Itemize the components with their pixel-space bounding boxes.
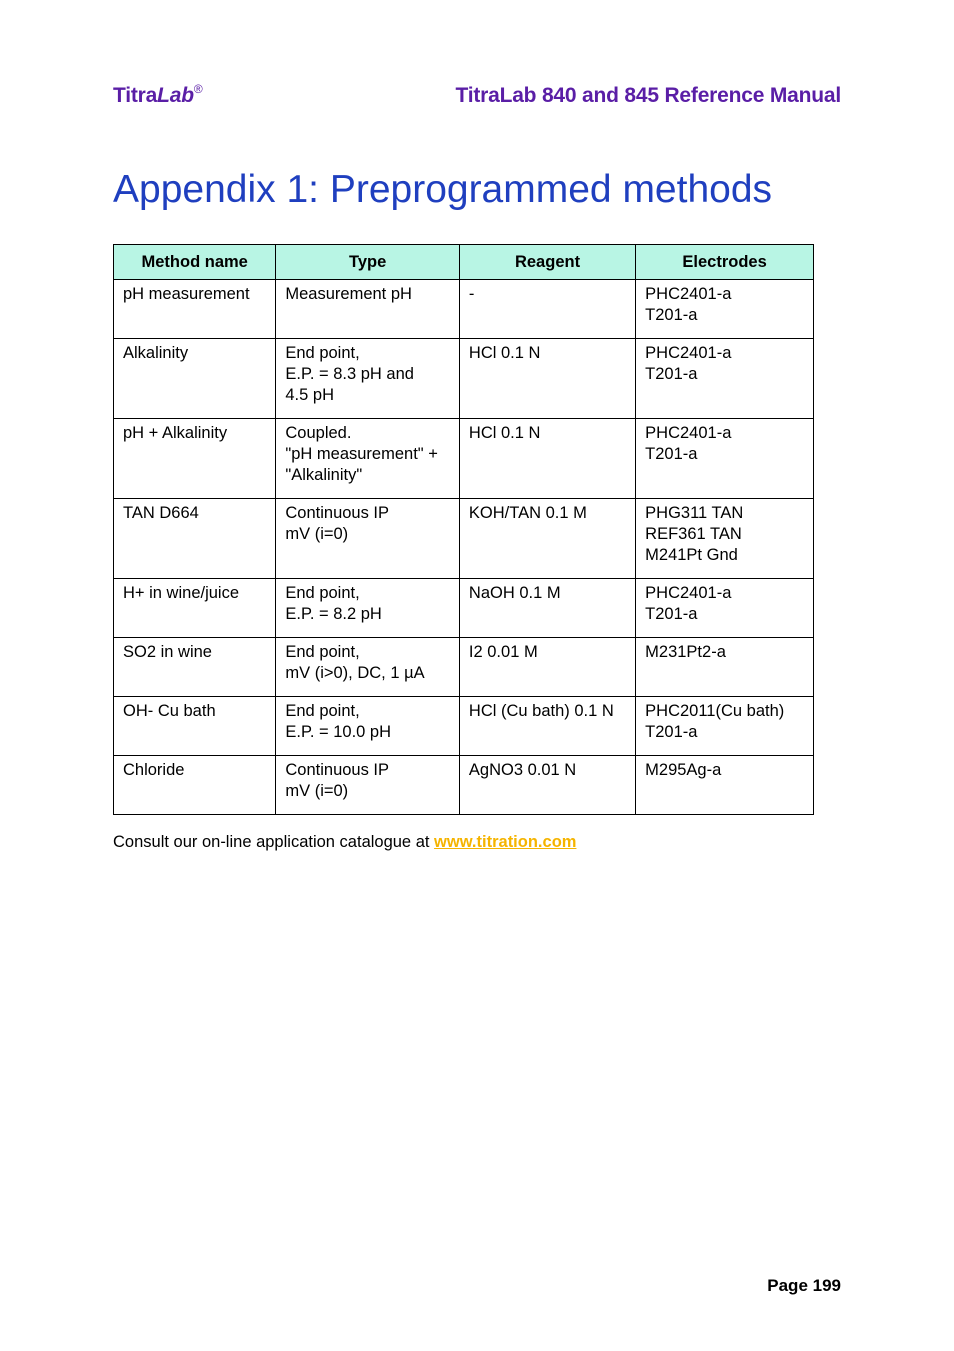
- table-row: [114, 499, 814, 579]
- column-header-type: Type: [276, 245, 460, 280]
- cell-line: T201-a: [645, 445, 698, 463]
- brand-prefix: Titra: [113, 84, 158, 107]
- table-body: [114, 280, 814, 815]
- cell-line: HCl 0.1 N: [468, 424, 541, 442]
- cell-reagent: [459, 697, 635, 756]
- column-header-reagent: Reagent: [459, 245, 635, 280]
- cell-line: TAN D664: [123, 504, 199, 522]
- cell-line: E.P. = 10.0 pH: [285, 723, 392, 741]
- cell-line: Continuous IP: [285, 504, 390, 522]
- cell-reagent: [459, 638, 635, 697]
- cell-line: REF361 TAN: [645, 525, 742, 543]
- cell-method-name: [114, 339, 276, 419]
- cell-line: End point,: [285, 344, 360, 362]
- cell-electrodes: [636, 280, 814, 339]
- cell-method-name: [114, 638, 276, 697]
- cell-line: T201-a: [645, 365, 698, 383]
- cell-line: PHC2401-a: [645, 285, 732, 303]
- cell-reagent: [459, 339, 635, 419]
- cell-type: [276, 579, 460, 638]
- cell-line: PHC2011(Cu bath): [645, 702, 785, 720]
- cell-line: PHC2401-a: [645, 424, 732, 442]
- brand-logo: [113, 84, 203, 108]
- cell-type: [276, 638, 460, 697]
- cell-line: -: [468, 285, 475, 303]
- catalogue-link[interactable]: www.titration.com: [434, 833, 577, 851]
- cell-line: M231Pt2-a: [645, 643, 726, 661]
- cell-line: Chloride: [123, 761, 185, 779]
- column-header-electrodes: Electrodes: [636, 245, 814, 280]
- table-row: [114, 697, 814, 756]
- cell-line: "pH measurement" +: [285, 445, 438, 463]
- cell-method-name: [114, 579, 276, 638]
- cell-method-name: [114, 419, 276, 499]
- table-row: [114, 419, 814, 499]
- cell-electrodes: [636, 579, 814, 638]
- table-row: [114, 579, 814, 638]
- cell-reagent: [459, 419, 635, 499]
- cell-line: PHG311 TAN: [645, 504, 744, 522]
- cell-reagent: [459, 280, 635, 339]
- table-header: [114, 245, 814, 280]
- table-header-row: [114, 245, 814, 280]
- cell-line: KOH/TAN 0.1 M: [468, 504, 587, 522]
- cell-line: H+ in wine/juice: [123, 584, 240, 602]
- cell-line: End point,: [285, 643, 360, 661]
- cell-type: [276, 499, 460, 579]
- cell-method-name: [114, 499, 276, 579]
- brand-suffix: Lab: [157, 84, 194, 107]
- cell-electrodes: [636, 697, 814, 756]
- cell-line: SO2 in wine: [123, 643, 212, 661]
- cell-line: HCl (Cu bath) 0.1 N: [468, 702, 614, 720]
- cell-line: HCl 0.1 N: [468, 344, 541, 362]
- page-number: Page 199: [767, 1276, 841, 1295]
- cell-electrodes: [636, 419, 814, 499]
- table-row: [114, 280, 814, 339]
- cell-line: End point,: [285, 584, 360, 602]
- cell-line: I2 0.01 M: [468, 643, 538, 661]
- methods-table: [113, 244, 814, 815]
- cell-type: [276, 339, 460, 419]
- cell-line: T201-a: [645, 306, 698, 324]
- cell-method-name: [114, 697, 276, 756]
- cell-electrodes: [636, 756, 814, 815]
- column-header-method-name: Method name: [114, 245, 276, 280]
- cell-line: Measurement pH: [285, 285, 412, 303]
- footer-note: [113, 833, 576, 852]
- cell-line: PHC2401-a: [645, 584, 732, 602]
- cell-line: Alkalinity: [123, 344, 189, 362]
- cell-electrodes: [636, 638, 814, 697]
- cell-line: mV (i>0), DC, 1 µA: [285, 664, 425, 682]
- cell-type: [276, 697, 460, 756]
- manual-title: TitraLab 840 and 845 Reference Manual: [455, 84, 841, 107]
- cell-reagent: [459, 756, 635, 815]
- cell-type: [276, 280, 460, 339]
- cell-method-name: [114, 756, 276, 815]
- cell-type: [276, 419, 460, 499]
- cell-line: Coupled.: [285, 424, 352, 442]
- cell-electrodes: [636, 339, 814, 419]
- cell-reagent: [459, 579, 635, 638]
- cell-line: OH- Cu bath: [123, 702, 216, 720]
- cell-line: NaOH 0.1 M: [468, 584, 561, 602]
- cell-line: mV (i=0): [285, 525, 349, 543]
- cell-line: E.P. = 8.3 pH and: [285, 365, 414, 383]
- cell-line: End point,: [285, 702, 360, 720]
- cell-line: T201-a: [645, 605, 698, 623]
- cell-line: M295Ag-a: [645, 761, 722, 779]
- cell-line: AgNO3 0.01 N: [468, 761, 577, 779]
- cell-method-name: [114, 280, 276, 339]
- cell-reagent: [459, 499, 635, 579]
- cell-line: M241Pt Gnd: [645, 546, 738, 564]
- cell-line: E.P. = 8.2 pH: [285, 605, 382, 623]
- cell-line: Continuous IP: [285, 761, 390, 779]
- cell-line: pH measurement: [123, 285, 250, 303]
- cell-line: 4.5 pH: [285, 386, 334, 404]
- cell-electrodes: [636, 499, 814, 579]
- page-title: Appendix 1: Preprogrammed methods: [113, 168, 773, 211]
- table-row: [114, 638, 814, 697]
- registered-mark: ®: [193, 82, 203, 96]
- cell-line: mV (i=0): [285, 782, 349, 800]
- cell-line: T201-a: [645, 723, 698, 741]
- cell-line: pH + Alkalinity: [123, 424, 228, 442]
- cell-line: "Alkalinity": [285, 466, 363, 484]
- table-row: [114, 756, 814, 815]
- table-row: [114, 339, 814, 419]
- cell-line: PHC2401-a: [645, 344, 732, 362]
- cell-type: [276, 756, 460, 815]
- footer-note-text: Consult our on-line application catalogue at: [113, 833, 435, 851]
